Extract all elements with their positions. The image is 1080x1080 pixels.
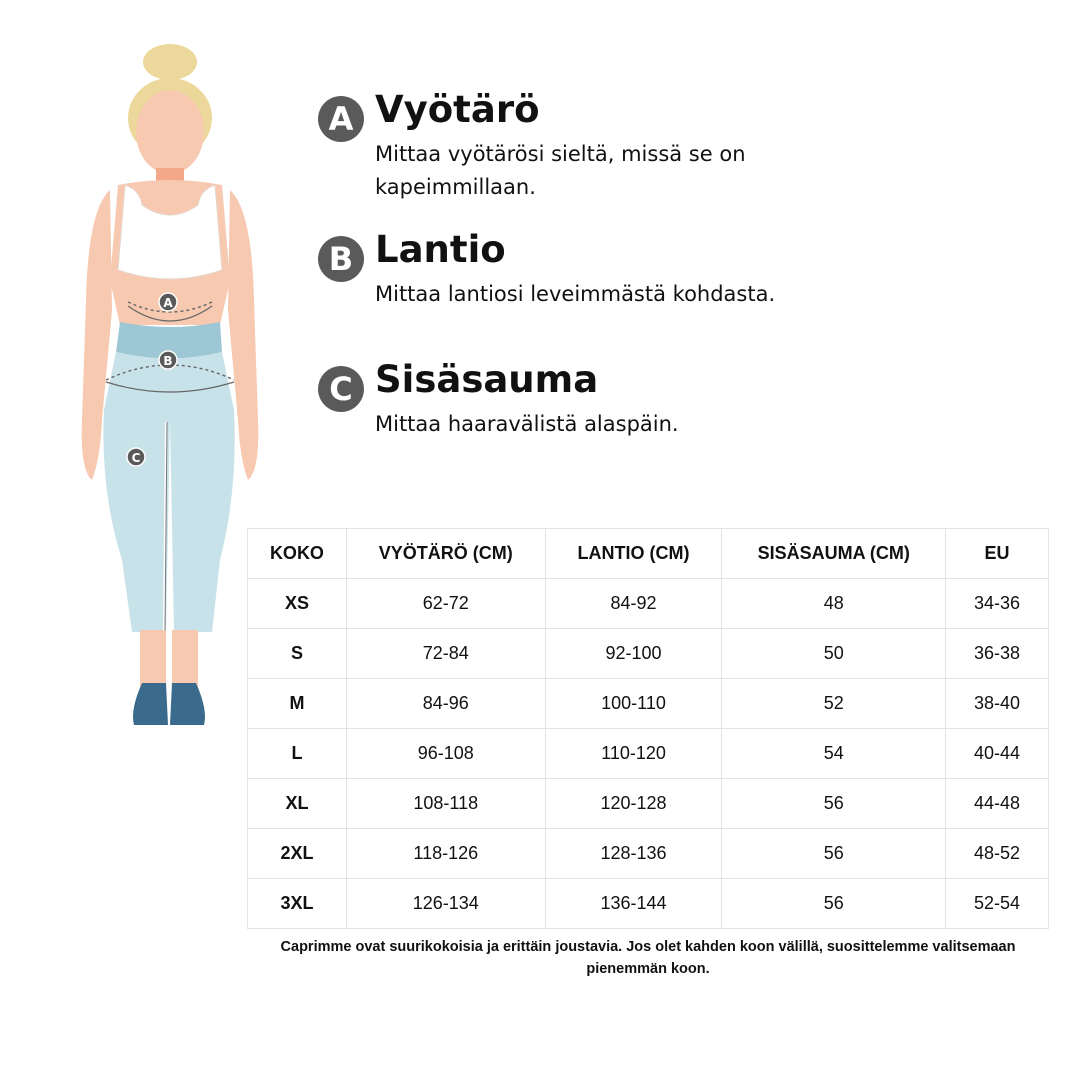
- waist-title: Vyötärö: [375, 88, 540, 131]
- waist-cell: 72-84: [346, 629, 545, 679]
- waist-cell: 108-118: [346, 779, 545, 829]
- inseam-cell: 56: [722, 779, 946, 829]
- size-cell: 3XL: [248, 879, 347, 929]
- hip-description: Mittaa lantiosi leveimmästä kohdasta.: [375, 282, 776, 306]
- inseam-description: Mittaa haaravälistä alaspäin.: [375, 412, 679, 436]
- left-calf: [140, 630, 166, 690]
- inseam-cell: 54: [722, 729, 946, 779]
- leggings: [103, 352, 234, 632]
- inseam-cell: 52: [722, 679, 946, 729]
- table-header-row: [248, 529, 1049, 579]
- header-eu: EU: [946, 529, 1049, 579]
- svg-text:C: C: [131, 451, 141, 465]
- hip-cell: 128-136: [545, 829, 722, 879]
- eu-cell: 44-48: [946, 779, 1049, 829]
- eu-cell: 52-54: [946, 879, 1049, 929]
- hip-cell: 120-128: [545, 779, 722, 829]
- right-calf: [172, 630, 198, 690]
- table-row: [248, 579, 1049, 629]
- hip-cell: 84-92: [545, 579, 722, 629]
- waist-cell: 84-96: [346, 679, 545, 729]
- waist-cell: 96-108: [346, 729, 545, 779]
- svg-text:A: A: [163, 296, 173, 310]
- badge-c-icon: C: [318, 366, 364, 412]
- right-shoe: [170, 683, 205, 725]
- table-row: [248, 779, 1049, 829]
- header-waist: VYÖTÄRÖ (CM): [346, 529, 545, 579]
- marker-a: [159, 293, 177, 311]
- size-advice-note: Caprimme ovat suurikokoisia ja erittäin joustavia. Jos olet kahden koon välillä, suosittelemme valitsemaan pienemmän koon.: [280, 939, 1016, 977]
- table-row: [248, 879, 1049, 929]
- eu-cell: 48-52: [946, 829, 1049, 879]
- size-cell: 2XL: [248, 829, 347, 879]
- size-table: [247, 528, 1049, 929]
- waist-cell: 126-134: [346, 879, 545, 929]
- badge-a-icon: A: [318, 96, 364, 142]
- left-shoe: [133, 683, 168, 725]
- eu-cell: 36-38: [946, 629, 1049, 679]
- table-row: [248, 729, 1049, 779]
- inseam-title: Sisäsauma: [375, 358, 599, 401]
- size-cell: XS: [248, 579, 347, 629]
- marker-c: [127, 448, 145, 466]
- inseam-cell: 56: [722, 829, 946, 879]
- table-row: [248, 679, 1049, 729]
- svg-text:B: B: [163, 354, 173, 368]
- size-cell: S: [248, 629, 347, 679]
- hair-bun: [143, 44, 197, 80]
- header-size: KOKO: [248, 529, 347, 579]
- badge-b-icon: B: [318, 236, 364, 282]
- hip-title: Lantio: [375, 228, 506, 271]
- waist-description: Mittaa vyötärösi sieltä, missä se on kapeimmillaan.: [375, 142, 746, 199]
- hip-cell: 110-120: [545, 729, 722, 779]
- eu-cell: 34-36: [946, 579, 1049, 629]
- face: [136, 90, 204, 174]
- size-cell: XL: [248, 779, 347, 829]
- hip-cell: 100-110: [545, 679, 722, 729]
- hip-cell: 136-144: [545, 879, 722, 929]
- body-measurement-figure: [70, 40, 270, 740]
- table-row: [248, 829, 1049, 879]
- inseam-cell: 50: [722, 629, 946, 679]
- eu-cell: 38-40: [946, 679, 1049, 729]
- header-inseam: SISÄSAUMA (CM): [722, 529, 946, 579]
- eu-cell: 40-44: [946, 729, 1049, 779]
- waist-cell: 118-126: [346, 829, 545, 879]
- marker-b: [159, 351, 177, 369]
- hip-cell: 92-100: [545, 629, 722, 679]
- header-hip: LANTIO (CM): [545, 529, 722, 579]
- inseam-cell: 48: [722, 579, 946, 629]
- waist-cell: 62-72: [346, 579, 545, 629]
- size-cell: M: [248, 679, 347, 729]
- size-cell: L: [248, 729, 347, 779]
- inseam-cell: 56: [722, 879, 946, 929]
- table-row: [248, 629, 1049, 679]
